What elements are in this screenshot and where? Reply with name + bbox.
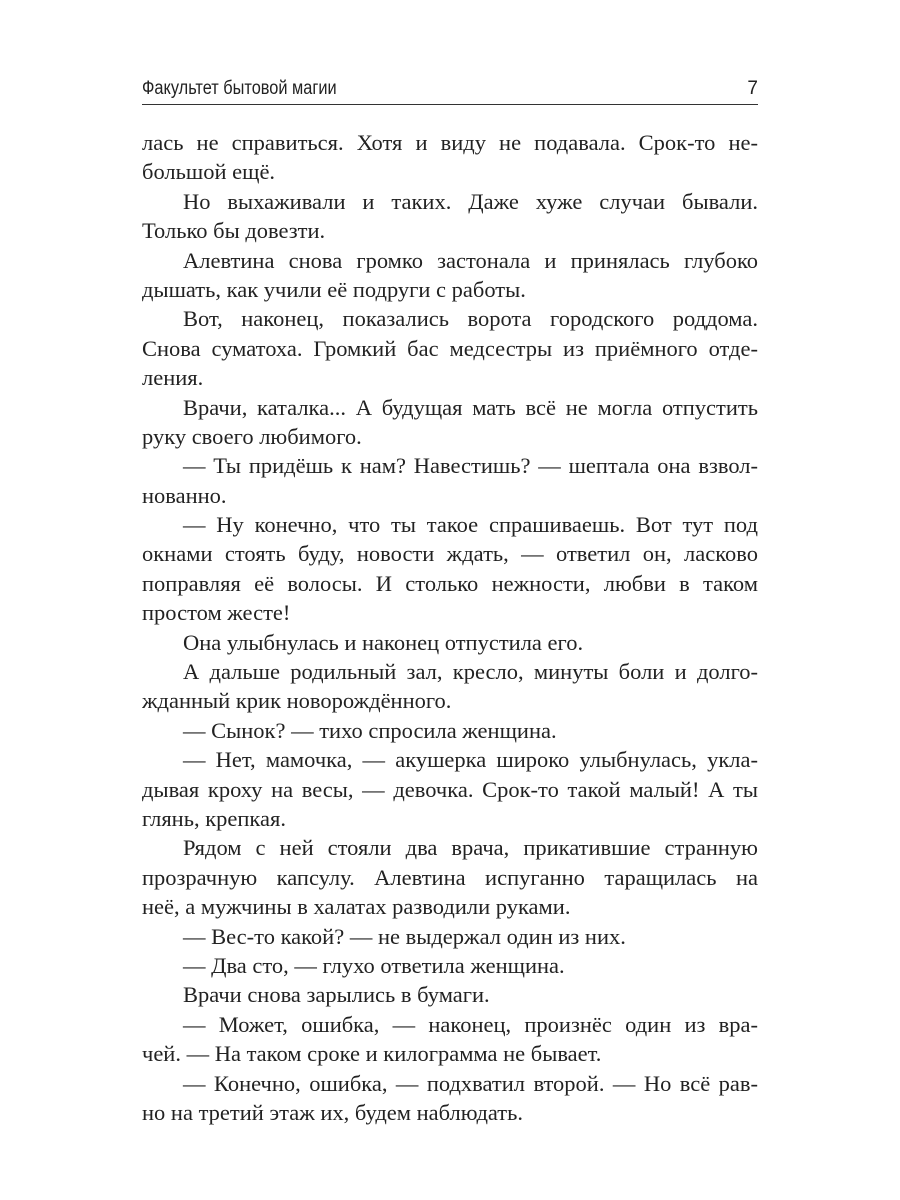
text-line: жданный крик новорождённого.: [142, 688, 452, 714]
text-line: глянь, крепкая.: [142, 805, 286, 831]
text-line: А дальше родильный зал, кресло, минуты боли и долго-: [183, 659, 758, 685]
text-line: — Ну конечно, что ты такое спрашиваешь. Вот тут под: [183, 512, 758, 538]
text-line: но на третий этаж их, будем наблюдать.: [142, 1099, 524, 1125]
text-line: Врачи снова зарылись в бумаги.: [183, 982, 490, 1008]
page-number: 7: [747, 78, 758, 99]
text-line: дывая кроху на весы, — девочка. Срок-то такой малый! А ты: [142, 776, 758, 802]
text-line: чей. — На таком сроке и килограмма не бывает.: [142, 1041, 602, 1067]
text-line: ления.: [142, 365, 204, 391]
text-line: большой ещё.: [142, 159, 276, 185]
text-line: — Два сто, — глухо ответила женщина.: [183, 952, 565, 978]
text-line: Врачи, каталка... А будущая мать всё не могла отпустить: [183, 394, 758, 420]
text-line: — Ты придёшь к нам? Навестишь? — шептала она взвол-: [183, 453, 758, 479]
body-text: [142, 128, 758, 1127]
text-line: Снова суматоха. Громкий бас медсестры из приёмного отде-: [142, 335, 758, 361]
text-line: прозрачную капсулу. Алевтина испуганно таращилась на: [142, 864, 758, 890]
text-line: — Нет, мамочка, — акушерка широко улыбнулась, укла-: [183, 747, 758, 773]
text-line: нованно.: [142, 482, 227, 508]
text-line: — Может, ошибка, — наконец, произнёс один из вра-: [183, 1011, 758, 1037]
text-line: Вот, наконец, показались ворота городского роддома.: [183, 306, 758, 332]
text-line: — Сынок? — тихо спросила женщина.: [183, 717, 557, 743]
text-line: — Вес-то какой? — не выдержал один из них.: [183, 923, 626, 949]
text-line: лась не справиться. Хотя и виду не подавала. Срок-то не-: [142, 130, 758, 155]
text-line: Рядом с ней стояли два врача, прикатившие странную: [183, 835, 758, 861]
text-line: дышать, как учили её подруги с работы.: [142, 276, 526, 302]
text-line: руку своего любимого.: [142, 423, 362, 449]
text-line: Только бы довезти.: [142, 218, 326, 244]
running-title: Факультет бытовой магии: [142, 78, 337, 99]
running-head: [142, 72, 672, 106]
text-line: простом жесте!: [142, 600, 291, 626]
text-line: неё, а мужчины в халатах разводили руками.: [142, 894, 571, 920]
text-line: Она улыбнулась и наконец отпустила его.: [183, 629, 584, 655]
text-line: окнами стоять буду, новости ждать, — ответил он, ласково: [142, 541, 758, 567]
text-line: Алевтина снова громко застонала и принялась глубоко: [183, 247, 758, 273]
text-line: Но выхаживали и таких. Даже хуже случаи бывали.: [183, 188, 758, 214]
text-line: — Конечно, ошибка, — подхватил второй. — Но всё рав-: [183, 1070, 758, 1096]
header-rule: [142, 104, 758, 105]
text-line: поправляя её волосы. И столько нежности, любви в таком: [142, 570, 758, 596]
